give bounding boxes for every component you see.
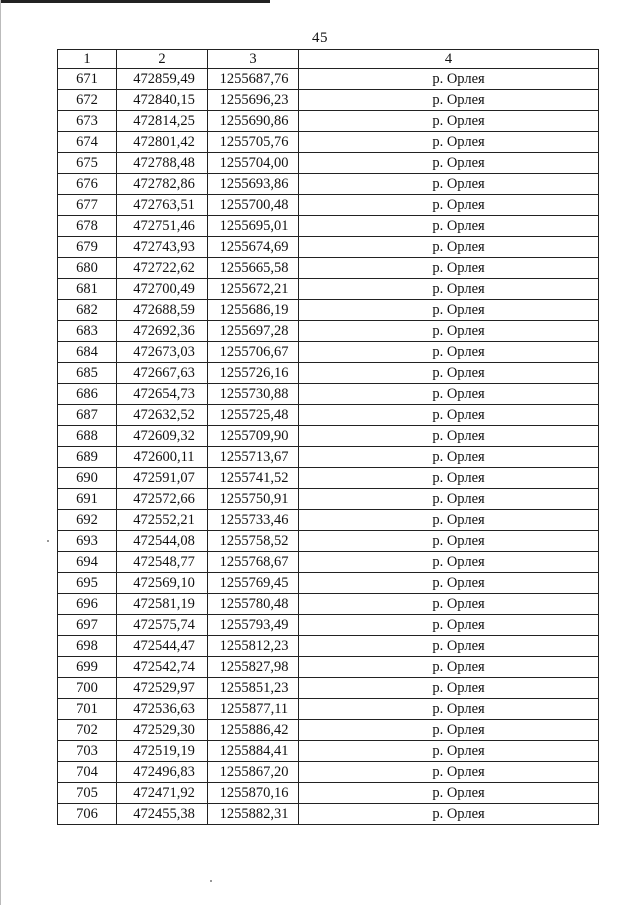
x-coordinate: 472552,21 <box>117 510 208 531</box>
location-name: р. Орлея <box>299 321 599 342</box>
x-coordinate: 472814,25 <box>117 111 208 132</box>
table-row <box>58 489 599 510</box>
point-number: 689 <box>58 447 117 468</box>
x-coordinate: 472591,07 <box>117 468 208 489</box>
x-coordinate: 472519,19 <box>117 741 208 762</box>
table-row <box>58 279 599 300</box>
location-name: р. Орлея <box>299 258 599 279</box>
y-coordinate: 1255758,52 <box>208 531 299 552</box>
point-number: 680 <box>58 258 117 279</box>
y-coordinate: 1255750,91 <box>208 489 299 510</box>
y-coordinate: 1255884,41 <box>208 741 299 762</box>
table-row <box>58 405 599 426</box>
y-coordinate: 1255690,86 <box>208 111 299 132</box>
table-row <box>58 300 599 321</box>
table-row <box>58 237 599 258</box>
y-coordinate: 1255730,88 <box>208 384 299 405</box>
point-number: 691 <box>58 489 117 510</box>
location-name: р. Орлея <box>299 132 599 153</box>
point-number: 702 <box>58 720 117 741</box>
point-number: 671 <box>58 69 117 90</box>
table-row <box>58 195 599 216</box>
table-row <box>58 321 599 342</box>
location-name: р. Орлея <box>299 342 599 363</box>
x-coordinate: 472569,10 <box>117 573 208 594</box>
point-number: 678 <box>58 216 117 237</box>
point-number: 687 <box>58 405 117 426</box>
table-row <box>58 699 599 720</box>
x-coordinate: 472782,86 <box>117 174 208 195</box>
point-number: 695 <box>58 573 117 594</box>
y-coordinate: 1255695,01 <box>208 216 299 237</box>
x-coordinate: 472572,66 <box>117 489 208 510</box>
x-coordinate: 472455,38 <box>117 804 208 825</box>
point-number: 697 <box>58 615 117 636</box>
y-coordinate: 1255700,48 <box>208 195 299 216</box>
y-coordinate: 1255867,20 <box>208 762 299 783</box>
location-name: р. Орлея <box>299 174 599 195</box>
location-name: р. Орлея <box>299 279 599 300</box>
x-coordinate: 472667,63 <box>117 363 208 384</box>
y-coordinate: 1255793,49 <box>208 615 299 636</box>
location-name: р. Орлея <box>299 426 599 447</box>
y-coordinate: 1255877,11 <box>208 699 299 720</box>
point-number: 705 <box>58 783 117 804</box>
y-coordinate: 1255706,67 <box>208 342 299 363</box>
point-number: 683 <box>58 321 117 342</box>
table-row <box>58 594 599 615</box>
location-name: р. Орлея <box>299 531 599 552</box>
x-coordinate: 472700,49 <box>117 279 208 300</box>
point-number: 694 <box>58 552 117 573</box>
point-number: 675 <box>58 153 117 174</box>
table-row <box>58 384 599 405</box>
page-edge-top <box>0 0 270 3</box>
table-body <box>58 69 599 825</box>
y-coordinate: 1255709,90 <box>208 426 299 447</box>
table-row <box>58 90 599 111</box>
x-coordinate: 472548,77 <box>117 552 208 573</box>
point-number: 701 <box>58 699 117 720</box>
x-coordinate: 472688,59 <box>117 300 208 321</box>
x-coordinate: 472751,46 <box>117 216 208 237</box>
y-coordinate: 1255704,00 <box>208 153 299 174</box>
table-row <box>58 342 599 363</box>
y-coordinate: 1255713,67 <box>208 447 299 468</box>
y-coordinate: 1255733,46 <box>208 510 299 531</box>
location-name: р. Орлея <box>299 762 599 783</box>
location-name: р. Орлея <box>299 153 599 174</box>
x-coordinate: 472609,32 <box>117 426 208 447</box>
point-number: 690 <box>58 468 117 489</box>
table-row <box>58 132 599 153</box>
point-number: 706 <box>58 804 117 825</box>
location-name: р. Орлея <box>299 300 599 321</box>
x-coordinate: 472575,74 <box>117 615 208 636</box>
location-name: р. Орлея <box>299 195 599 216</box>
location-name: р. Орлея <box>299 678 599 699</box>
y-coordinate: 1255687,76 <box>208 69 299 90</box>
y-coordinate: 1255882,31 <box>208 804 299 825</box>
y-coordinate: 1255674,69 <box>208 237 299 258</box>
x-coordinate: 472600,11 <box>117 447 208 468</box>
location-name: р. Орлея <box>299 363 599 384</box>
location-name: р. Орлея <box>299 552 599 573</box>
y-coordinate: 1255768,67 <box>208 552 299 573</box>
point-number: 673 <box>58 111 117 132</box>
point-number: 688 <box>58 426 117 447</box>
location-name: р. Орлея <box>299 69 599 90</box>
y-coordinate: 1255886,42 <box>208 720 299 741</box>
point-number: 700 <box>58 678 117 699</box>
table-row <box>58 111 599 132</box>
point-number: 692 <box>58 510 117 531</box>
table-row <box>58 510 599 531</box>
y-coordinate: 1255827,98 <box>208 657 299 678</box>
column-header-3: 3 <box>208 50 299 69</box>
x-coordinate: 472859,49 <box>117 69 208 90</box>
location-name: р. Орлея <box>299 699 599 720</box>
table-row <box>58 804 599 825</box>
x-coordinate: 472654,73 <box>117 384 208 405</box>
location-name: р. Орлея <box>299 720 599 741</box>
location-name: р. Орлея <box>299 594 599 615</box>
location-name: р. Орлея <box>299 90 599 111</box>
table-row <box>58 69 599 90</box>
point-number: 684 <box>58 342 117 363</box>
column-header-1: 1 <box>58 50 117 69</box>
location-name: р. Орлея <box>299 447 599 468</box>
point-number: 679 <box>58 237 117 258</box>
x-coordinate: 472632,52 <box>117 405 208 426</box>
location-name: р. Орлея <box>299 111 599 132</box>
table-row <box>58 216 599 237</box>
column-header-4: 4 <box>299 50 599 69</box>
table-row <box>58 363 599 384</box>
y-coordinate: 1255697,28 <box>208 321 299 342</box>
location-name: р. Орлея <box>299 468 599 489</box>
y-coordinate: 1255693,86 <box>208 174 299 195</box>
y-coordinate: 1255726,16 <box>208 363 299 384</box>
table-row <box>58 552 599 573</box>
point-number: 686 <box>58 384 117 405</box>
location-name: р. Орлея <box>299 573 599 594</box>
table-row <box>58 468 599 489</box>
y-coordinate: 1255665,58 <box>208 258 299 279</box>
x-coordinate: 472840,15 <box>117 90 208 111</box>
page-edge-left <box>0 0 1 905</box>
x-coordinate: 472544,08 <box>117 531 208 552</box>
page-number: 45 <box>312 30 328 46</box>
location-name: р. Орлея <box>299 237 599 258</box>
x-coordinate: 472722,62 <box>117 258 208 279</box>
point-number: 699 <box>58 657 117 678</box>
table-row <box>58 153 599 174</box>
x-coordinate: 472529,97 <box>117 678 208 699</box>
location-name: р. Орлея <box>299 405 599 426</box>
scan-speck <box>47 540 49 542</box>
point-number: 682 <box>58 300 117 321</box>
x-coordinate: 472544,47 <box>117 636 208 657</box>
location-name: р. Орлея <box>299 510 599 531</box>
coordinates-table <box>57 49 599 825</box>
table-row <box>58 762 599 783</box>
table-row <box>58 720 599 741</box>
table-row <box>58 258 599 279</box>
location-name: р. Орлея <box>299 384 599 405</box>
x-coordinate: 472763,51 <box>117 195 208 216</box>
point-number: 674 <box>58 132 117 153</box>
point-number: 703 <box>58 741 117 762</box>
column-header-2: 2 <box>117 50 208 69</box>
table-row <box>58 573 599 594</box>
x-coordinate: 472692,36 <box>117 321 208 342</box>
y-coordinate: 1255686,19 <box>208 300 299 321</box>
table-row <box>58 174 599 195</box>
table-row <box>58 615 599 636</box>
y-coordinate: 1255741,52 <box>208 468 299 489</box>
point-number: 677 <box>58 195 117 216</box>
location-name: р. Орлея <box>299 783 599 804</box>
x-coordinate: 472496,83 <box>117 762 208 783</box>
location-name: р. Орлея <box>299 741 599 762</box>
y-coordinate: 1255851,23 <box>208 678 299 699</box>
y-coordinate: 1255672,21 <box>208 279 299 300</box>
table-header-row <box>58 50 599 69</box>
table-row <box>58 678 599 699</box>
point-number: 693 <box>58 531 117 552</box>
x-coordinate: 472801,42 <box>117 132 208 153</box>
location-name: р. Орлея <box>299 615 599 636</box>
y-coordinate: 1255769,45 <box>208 573 299 594</box>
x-coordinate: 472536,63 <box>117 699 208 720</box>
x-coordinate: 472581,19 <box>117 594 208 615</box>
y-coordinate: 1255696,23 <box>208 90 299 111</box>
point-number: 698 <box>58 636 117 657</box>
table-row <box>58 531 599 552</box>
table-row <box>58 741 599 762</box>
point-number: 704 <box>58 762 117 783</box>
x-coordinate: 472542,74 <box>117 657 208 678</box>
point-number: 672 <box>58 90 117 111</box>
y-coordinate: 1255705,76 <box>208 132 299 153</box>
location-name: р. Орлея <box>299 804 599 825</box>
x-coordinate: 472529,30 <box>117 720 208 741</box>
point-number: 696 <box>58 594 117 615</box>
table-row <box>58 657 599 678</box>
point-number: 681 <box>58 279 117 300</box>
point-number: 685 <box>58 363 117 384</box>
point-number: 676 <box>58 174 117 195</box>
y-coordinate: 1255870,16 <box>208 783 299 804</box>
x-coordinate: 472788,48 <box>117 153 208 174</box>
y-coordinate: 1255725,48 <box>208 405 299 426</box>
table-row <box>58 447 599 468</box>
table-row <box>58 783 599 804</box>
x-coordinate: 472673,03 <box>117 342 208 363</box>
x-coordinate: 472471,92 <box>117 783 208 804</box>
scan-speck <box>210 880 212 882</box>
location-name: р. Орлея <box>299 657 599 678</box>
x-coordinate: 472743,93 <box>117 237 208 258</box>
y-coordinate: 1255780,48 <box>208 594 299 615</box>
table-row <box>58 636 599 657</box>
table-row <box>58 426 599 447</box>
location-name: р. Орлея <box>299 636 599 657</box>
y-coordinate: 1255812,23 <box>208 636 299 657</box>
location-name: р. Орлея <box>299 489 599 510</box>
location-name: р. Орлея <box>299 216 599 237</box>
